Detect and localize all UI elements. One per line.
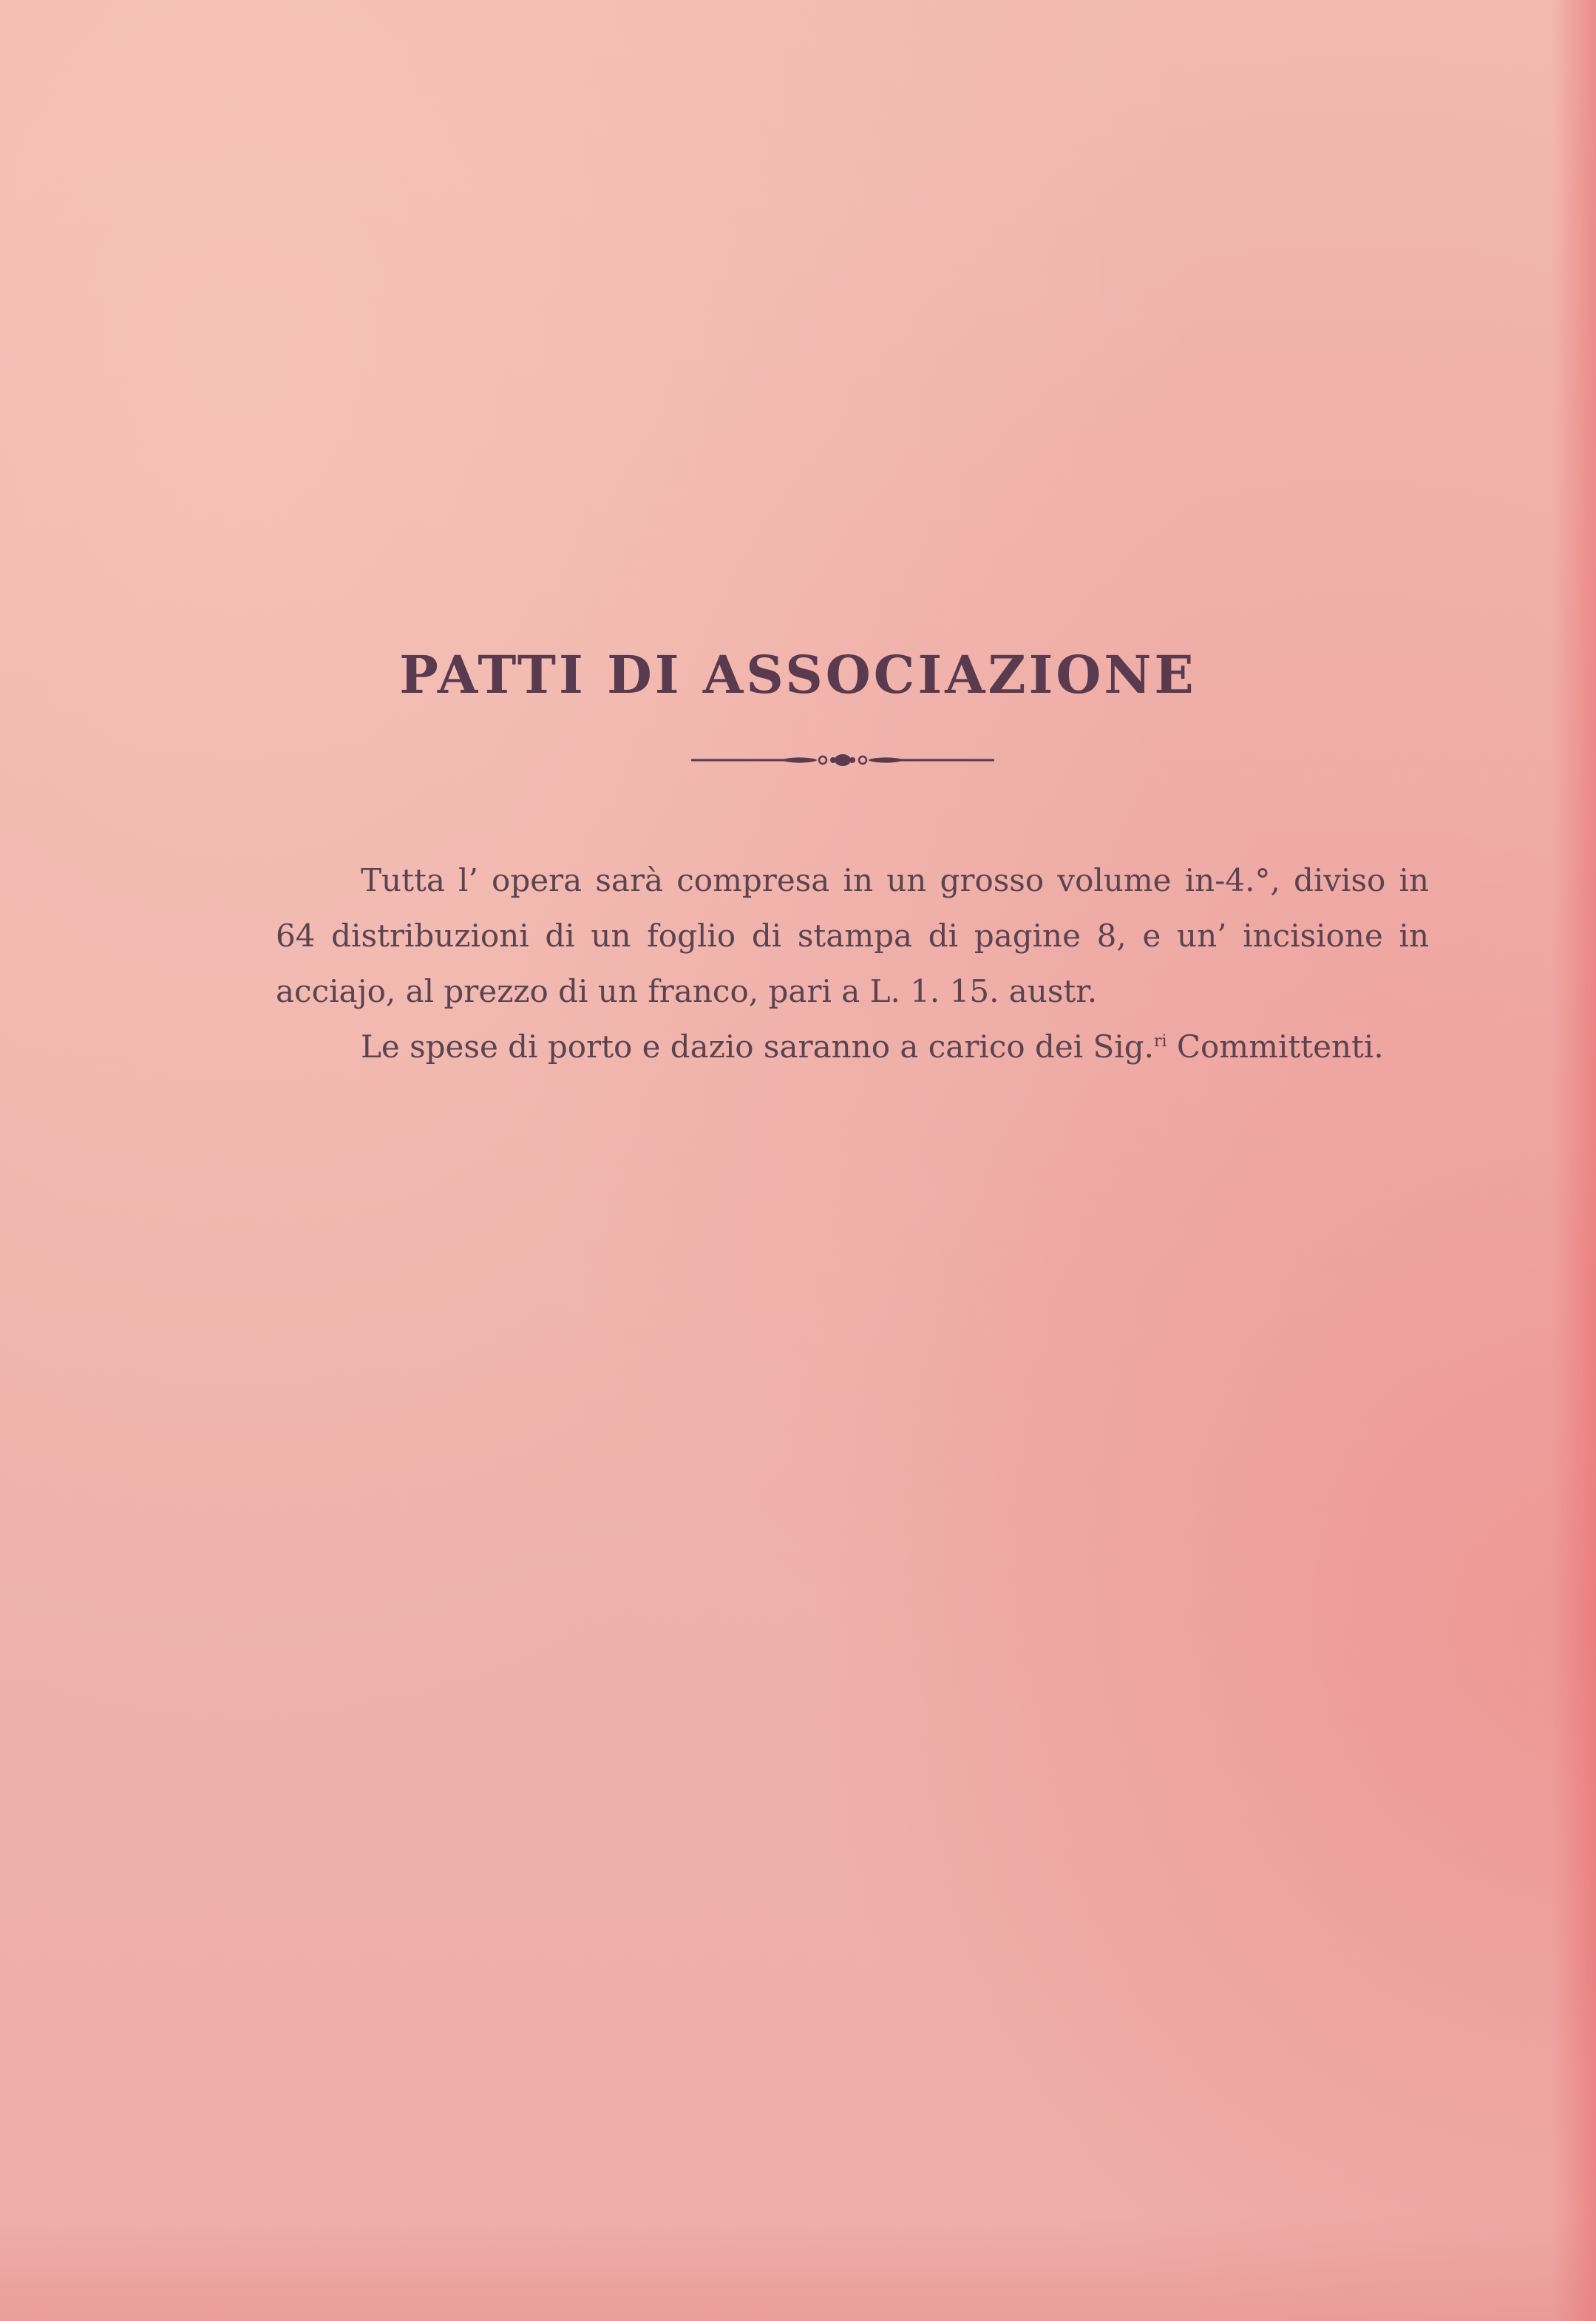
abbreviation-superscript: ri <box>1153 1032 1167 1051</box>
costs-paragraph <box>276 1019 1429 1074</box>
paper-edge-stain <box>1552 0 1596 2321</box>
costs-text: Le spese di porto e dazio saranno a carico dei Sig. <box>361 1029 1154 1065</box>
page-title: PATTI DI ASSOCIAZIONE <box>399 644 1197 705</box>
ornament-divider-icon <box>691 747 994 773</box>
costs-text-end: Committenti. <box>1167 1029 1384 1065</box>
paper-bottom-shade <box>0 2217 1596 2321</box>
terms-paragraph: Tutta l’ opera sarà compresa in un grosso volume in-4.°, diviso in 64 distribuzioni di un foglio di stampa di pagine 8, e un’ incisione in acciajo, al prezzo di un franco, pari a L. 1. 15. austr. <box>276 862 1429 1009</box>
association-terms <box>276 853 1429 1074</box>
